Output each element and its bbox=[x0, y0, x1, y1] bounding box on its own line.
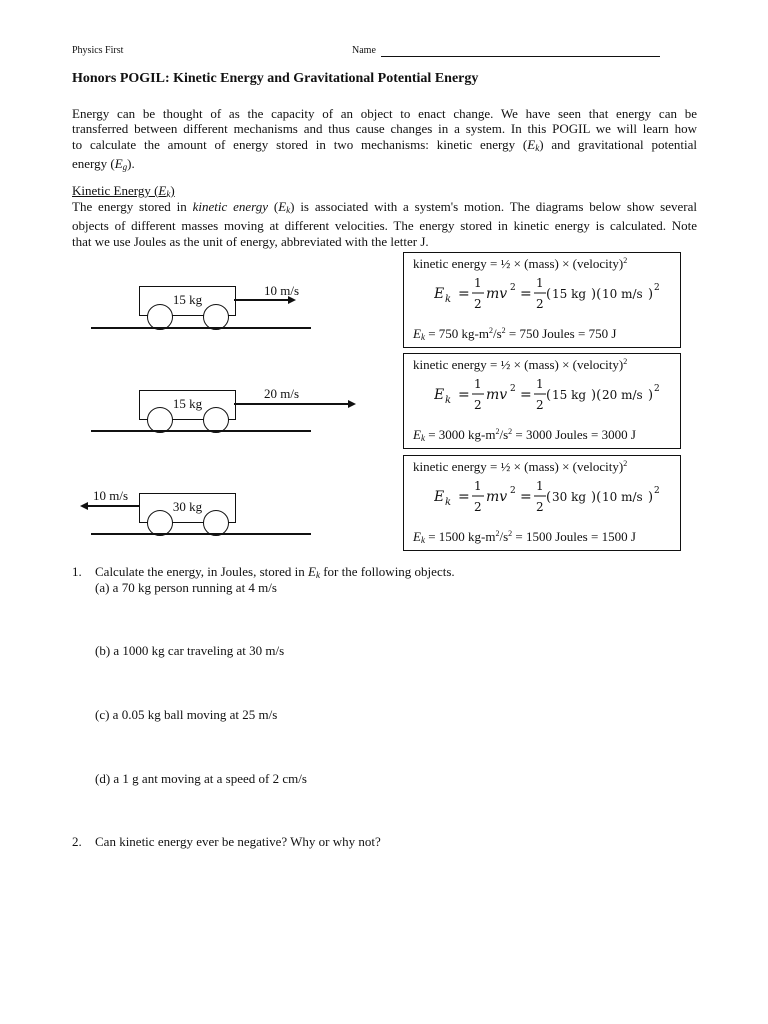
ke-result: $E_k = 3000$ $kg-m^2/s^2 = 3000$ Joules = 3000 J bbox=[413, 427, 636, 443]
velocity-label: 20 m/s bbox=[264, 386, 300, 401]
velocity-arrow-right-icon bbox=[234, 295, 296, 305]
svg-text:15 kg: 15 kg bbox=[552, 287, 587, 301]
question-2: 2. Can kinetic energy ever be negative? Why or why not? bbox=[72, 834, 381, 849]
page-title: Honors POGIL: Kinetic Energy and Gravitational Potential Energy bbox=[72, 71, 479, 86]
svg-text:(: ( bbox=[546, 490, 552, 505]
intro-line: to calculate the amount of energy stored in two mechanisms: kinetic energy $(E_k)$ and gravitational potential bbox=[72, 136, 697, 153]
velocity-label: 10 m/s bbox=[93, 488, 129, 503]
svg-text:2: 2 bbox=[536, 297, 544, 311]
velocity-arrow-left-icon bbox=[80, 501, 140, 511]
question-1b: (b) a 1000 kg car traveling at 30 m/s bbox=[95, 643, 285, 658]
ke-formula-words: kinetic energy = ½ × (mass) × (velocity)$^2$ bbox=[413, 256, 628, 271]
svg-text:2: 2 bbox=[654, 486, 660, 496]
svg-text:): ) bbox=[648, 287, 654, 302]
svg-text:2: 2 bbox=[510, 283, 516, 293]
svg-text:1: 1 bbox=[536, 276, 544, 290]
svg-text:E: E bbox=[434, 489, 445, 505]
velocity-label: 10 m/s bbox=[264, 283, 300, 298]
svg-text:k: k bbox=[445, 294, 452, 305]
course-label: Physics First bbox=[72, 45, 124, 56]
svg-text:10 m/s: 10 m/s bbox=[602, 490, 643, 504]
svg-text:2: 2 bbox=[654, 384, 660, 394]
ke-formula-equation bbox=[434, 374, 674, 412]
intro-line: transferred between different mechanisms and thus cause changes in a system. In this POGIL we will learn how bbox=[72, 121, 697, 137]
svg-text:1: 1 bbox=[536, 377, 544, 391]
cart-mass-label: 30 kg bbox=[172, 499, 203, 514]
svg-text:2: 2 bbox=[654, 283, 660, 293]
ground-line bbox=[91, 430, 311, 432]
svg-text:)(: )( bbox=[591, 388, 602, 403]
svg-text:2: 2 bbox=[510, 384, 516, 394]
svg-text:10 m/s: 10 m/s bbox=[602, 287, 643, 301]
svg-text:2: 2 bbox=[474, 500, 482, 514]
section-heading: Kinetic Energy $(E_k)$ bbox=[72, 183, 175, 199]
svg-text:1: 1 bbox=[536, 479, 544, 493]
intro-line: energy $(E_g)$. bbox=[72, 155, 135, 172]
svg-text:mv: mv bbox=[486, 489, 508, 505]
intro-paragraph bbox=[72, 106, 697, 175]
ke-result: $E_k = 750$ $kg-m^2/s^2 = 750$ Joules = 750 J bbox=[413, 326, 617, 342]
section-paragraph bbox=[72, 199, 697, 249]
svg-text:mv: mv bbox=[486, 286, 508, 302]
svg-text:(: ( bbox=[546, 388, 552, 403]
kinetic-energy-calc-box-3 bbox=[403, 455, 681, 551]
kinetic-energy-calc-box-2 bbox=[403, 353, 681, 449]
question-1c: (c) a 0.05 kg ball moving at 25 m/s bbox=[95, 707, 278, 722]
svg-text:2: 2 bbox=[536, 398, 544, 412]
svg-text:15 kg: 15 kg bbox=[552, 388, 587, 402]
name-blank-line[interactable] bbox=[381, 56, 660, 57]
svg-text:2: 2 bbox=[536, 500, 544, 514]
velocity-arrow-right-icon bbox=[234, 399, 356, 409]
ke-result: $E_k = 1500$ $kg-m^2/s^2 = 1500$ Joules = 1500 J bbox=[413, 529, 636, 545]
svg-text:2: 2 bbox=[510, 486, 516, 496]
svg-text:=: = bbox=[458, 286, 470, 302]
svg-text:)(: )( bbox=[591, 287, 602, 302]
section-line: objects of different masses moving at different velocities. The energy stored in kinetic energy is calculated. Note bbox=[72, 218, 697, 234]
question-1a: (a) a 70 kg person running at 4 m/s bbox=[95, 580, 277, 595]
svg-text:1: 1 bbox=[474, 276, 482, 290]
svg-text:=: = bbox=[520, 387, 532, 403]
svg-text:k: k bbox=[445, 395, 452, 406]
svg-text:): ) bbox=[648, 388, 654, 403]
section-line: that we use Joules as the unit of energy, abbreviated with the letter J. bbox=[72, 233, 429, 249]
ke-formula-equation bbox=[434, 476, 674, 514]
svg-text:E: E bbox=[434, 286, 445, 302]
svg-text:2: 2 bbox=[474, 297, 482, 311]
svg-text:=: = bbox=[520, 286, 532, 302]
svg-text:2: 2 bbox=[474, 398, 482, 412]
ke-formula-words: kinetic energy = ½ × (mass) × (velocity)$^2$ bbox=[413, 357, 628, 372]
kinetic-energy-calc-box-1 bbox=[403, 252, 681, 348]
ke-formula-words: kinetic energy = ½ × (mass) × (velocity)$^2$ bbox=[413, 459, 628, 474]
svg-text:20 m/s: 20 m/s bbox=[602, 388, 643, 402]
svg-text:E: E bbox=[434, 387, 445, 403]
ground-line bbox=[91, 533, 311, 535]
svg-text:=: = bbox=[458, 489, 470, 505]
svg-text:): ) bbox=[648, 490, 654, 505]
svg-text:)(: )( bbox=[591, 490, 602, 505]
svg-text:1: 1 bbox=[474, 377, 482, 391]
svg-text:30 kg: 30 kg bbox=[552, 490, 587, 504]
svg-text:mv: mv bbox=[486, 387, 508, 403]
svg-text:=: = bbox=[458, 387, 470, 403]
intro-line: Energy can be thought of as the capacity of an object to enact change. We have seen that energy can be bbox=[72, 106, 697, 121]
question-1: 1. Calculate the energy, in Joules, stored in $E_k$ for the following objects. bbox=[72, 564, 455, 580]
name-label: Name bbox=[352, 45, 376, 56]
svg-text:(: ( bbox=[546, 287, 552, 302]
ke-formula-equation bbox=[434, 273, 674, 311]
cart-mass-label: 15 kg bbox=[172, 292, 203, 307]
cart-mass-label: 15 kg bbox=[172, 396, 203, 411]
svg-text:1: 1 bbox=[474, 479, 482, 493]
svg-text:=: = bbox=[520, 489, 532, 505]
question-1d: (d) a 1 g ant moving at a speed of 2 cm/s bbox=[95, 771, 307, 786]
svg-text:k: k bbox=[445, 497, 452, 508]
ground-line bbox=[91, 327, 311, 329]
section-line: The energy stored in kinetic energy $(E_k)$ is associated with a system's motion. The diagrams below show several bbox=[72, 199, 697, 215]
